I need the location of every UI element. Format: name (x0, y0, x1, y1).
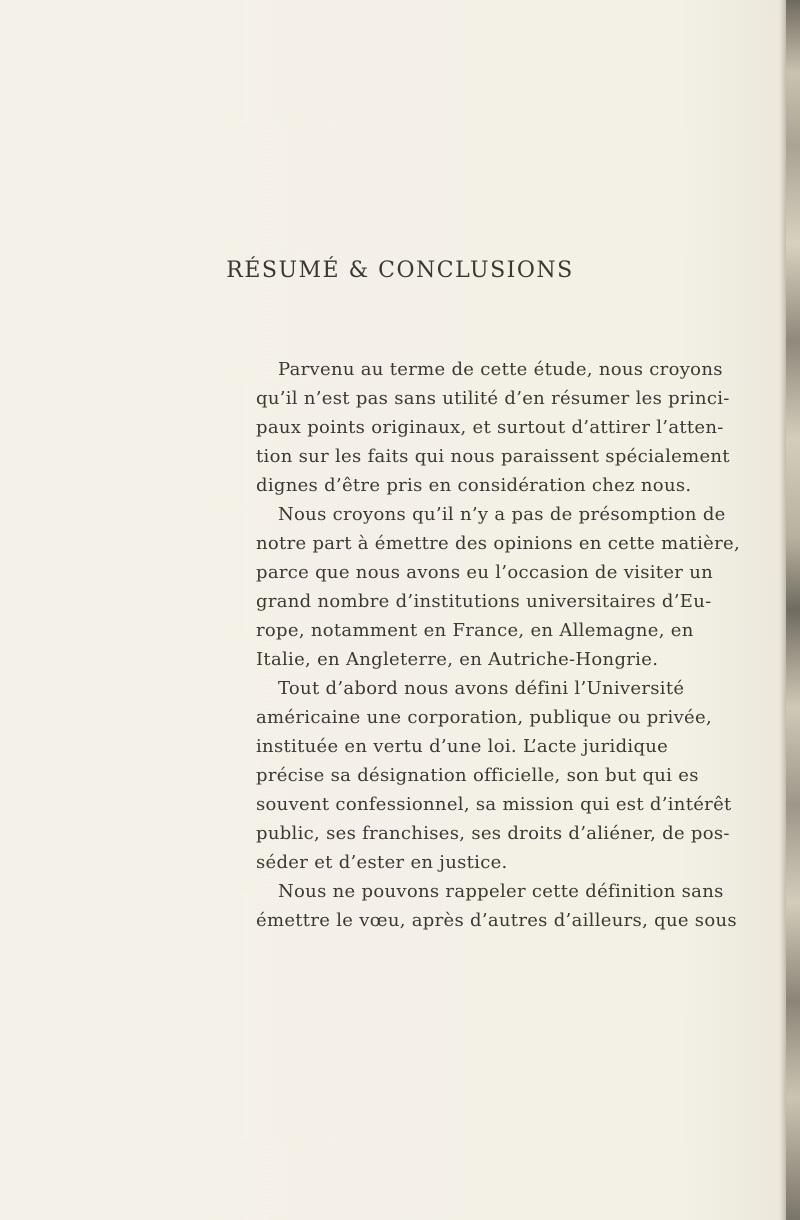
text-line: précise sa désignation officielle, son but qui es (256, 765, 699, 786)
text-line: Nous croyons qu’il n’y a pas de présomption de (278, 504, 726, 525)
text-line: public, ses franchises, ses droits d’aliéner, de pos- (256, 823, 730, 844)
text-line: Nous ne pouvons rappeler cette définition sans (278, 881, 724, 902)
body-text (256, 355, 740, 935)
text-line: souvent confessionnel, sa mission qui est d’intérêt (256, 794, 732, 815)
text-line: Parvenu au terme de cette étude, nous croyons (278, 359, 723, 380)
text-line: instituée en vertu d’une loi. L’acte juridique (256, 736, 669, 757)
text-line: séder et d’ester en justice. (256, 852, 508, 873)
text-line: dignes d’être pris en considération chez nous. (256, 475, 692, 496)
text-line: paux points originaux, et surtout d’attirer l’atten- (256, 417, 724, 438)
text-line: grand nombre d’institutions universitaires d’Eu- (256, 591, 712, 612)
text-line: tion sur les faits qui nous paraissent spécialement (256, 446, 730, 467)
paragraph (256, 674, 732, 877)
text-line: qu’il n’est pas sans utilité d’en résumer les princi- (256, 388, 730, 409)
text-line: notre part à émettre des opinions en cette matière, (256, 533, 740, 554)
paragraph (256, 355, 730, 500)
paragraph (256, 877, 737, 935)
paragraph (256, 500, 740, 674)
text-line: émettre le vœu, après d’autres d’ailleurs, que sous (256, 910, 737, 931)
text-line: Tout d’abord nous avons défini l’Université (278, 678, 685, 699)
text-line: américaine une corporation, publique ou privée, (256, 707, 712, 728)
page-title: RÉSUMÉ & CONCLUSIONS (226, 258, 574, 283)
text-line: Italie, en Angleterre, en Autriche-Hongrie. (256, 649, 659, 670)
text-line: parce que nous avons eu l’occasion de visiter un (256, 562, 714, 583)
book-edge (786, 0, 800, 1220)
text-line: rope, notamment en France, en Allemagne, en (256, 620, 694, 641)
